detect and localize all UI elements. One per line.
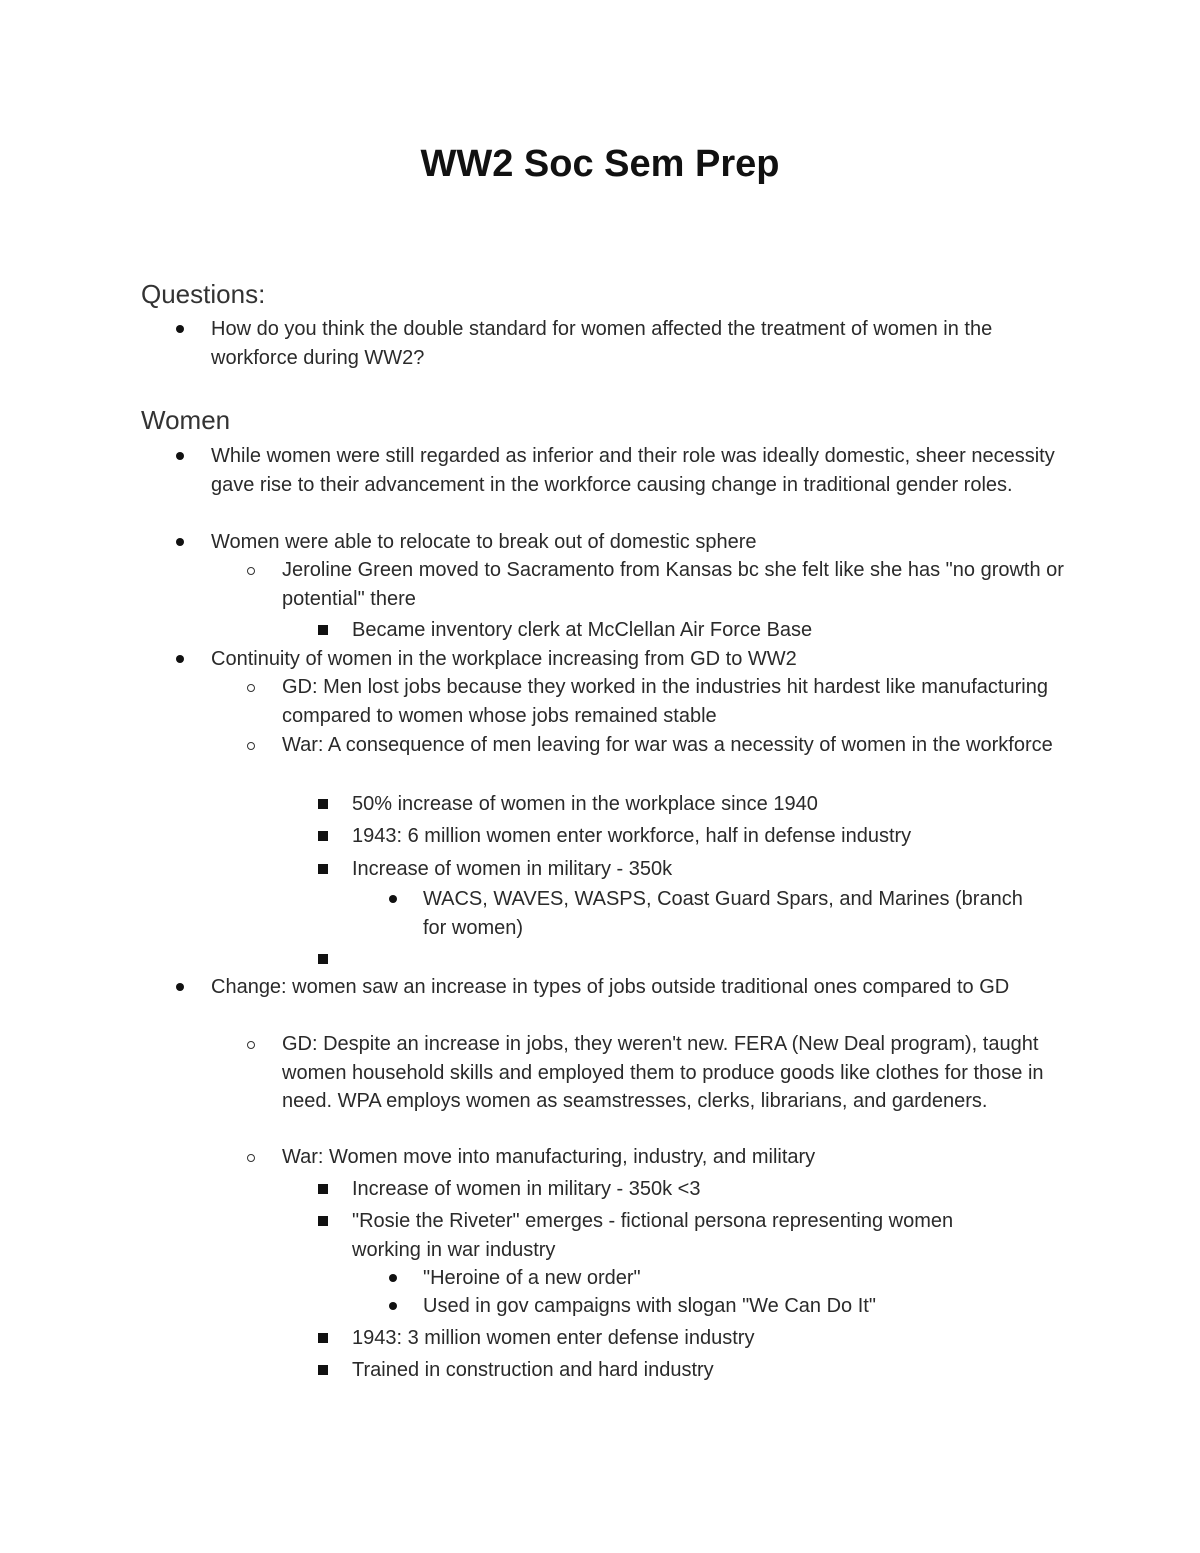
list-item-text: War: Women move into manufacturing, industry, and military [282,1146,816,1168]
list-item-text: WACS, WAVES, WASPS, Coast Guard Spars, and Marines (branch for women) [423,888,1023,939]
square-bullet-icon [318,831,328,841]
list-item-text: "Rosie the Riveter" emerges - fictional persona representing women working in war industry [352,1210,954,1261]
list-item-text: Increase of women in military - 350k [352,858,673,880]
square-bullet-icon [318,1365,328,1375]
circle-bullet-icon [247,1154,255,1162]
disc-bullet-icon [176,452,184,460]
square-bullet-icon [318,864,328,874]
disc-bullet-icon [176,983,184,991]
list-item-text: Used in gov campaigns with slogan "We Can Do It" [423,1295,876,1317]
disc-bullet-icon [389,1274,397,1282]
list-item-text: Trained in construction and hard industry [352,1359,714,1381]
list-item-text: Women were able to relocate to break out of domestic sphere [211,531,757,553]
disc-bullet-icon [176,538,184,546]
list-item-text: "Heroine of a new order" [423,1267,641,1289]
disc-bullet-icon [176,655,184,663]
square-bullet-icon [318,1216,328,1226]
document-title: WW2 Soc Sem Prep [420,143,780,185]
list-item-text: While women were still regarded as inferior and their role was ideally domestic, sheer necessity gave rise to their advancement in the workforce causing change in traditional gender roles. [211,445,1055,496]
list-item-text: 1943: 6 million women enter workforce, half in defense industry [352,825,912,847]
questions-heading: Questions: [141,279,266,309]
circle-bullet-icon [247,1041,255,1049]
list-item-text: GD: Men lost jobs because they worked in the industries hit hardest like manufacturing compared to women whose jobs remained stable [282,676,1048,727]
square-bullet-icon [318,954,328,964]
square-bullet-icon [318,1184,328,1194]
circle-bullet-icon [247,567,255,575]
square-bullet-icon [318,799,328,809]
square-bullet-icon [318,1333,328,1343]
disc-bullet-icon [389,1302,397,1310]
list-item-text: Became inventory clerk at McClellan Air Force Base [352,619,813,641]
disc-bullet-icon [389,895,397,903]
list-item-text: Increase of women in military - 350k <3 [352,1178,701,1200]
list-item-text: War: A consequence of men leaving for war was a necessity of women in the workforce [282,734,1053,756]
list-item-text: 50% increase of women in the workplace since 1940 [352,793,818,815]
disc-bullet-icon [176,325,184,333]
circle-bullet-icon [247,684,255,692]
circle-bullet-icon [247,742,255,750]
list-item-text: Change: women saw an increase in types of jobs outside traditional ones compared to GD [211,976,1010,998]
women-heading: Women [141,405,231,435]
list-item-text: Continuity of women in the workplace increasing from GD to WW2 [211,648,797,670]
square-bullet-icon [318,625,328,635]
question-text: How do you think the double standard for women affected the treatment of women in the workforce during WW2? [211,318,993,369]
list-item-text: 1943: 3 million women enter defense industry [352,1327,755,1349]
list-item-text: GD: Despite an increase in jobs, they weren't new. FERA (New Deal program), taught women household skills and employed them to produce goods like clothes for those in need. WPA employs women as seamstresses, clerks, librarians, and gardeners. [282,1033,1044,1112]
list-item-text: Jeroline Green moved to Sacramento from Kansas bc she felt like she has "no growth or potential" there [282,559,1064,610]
